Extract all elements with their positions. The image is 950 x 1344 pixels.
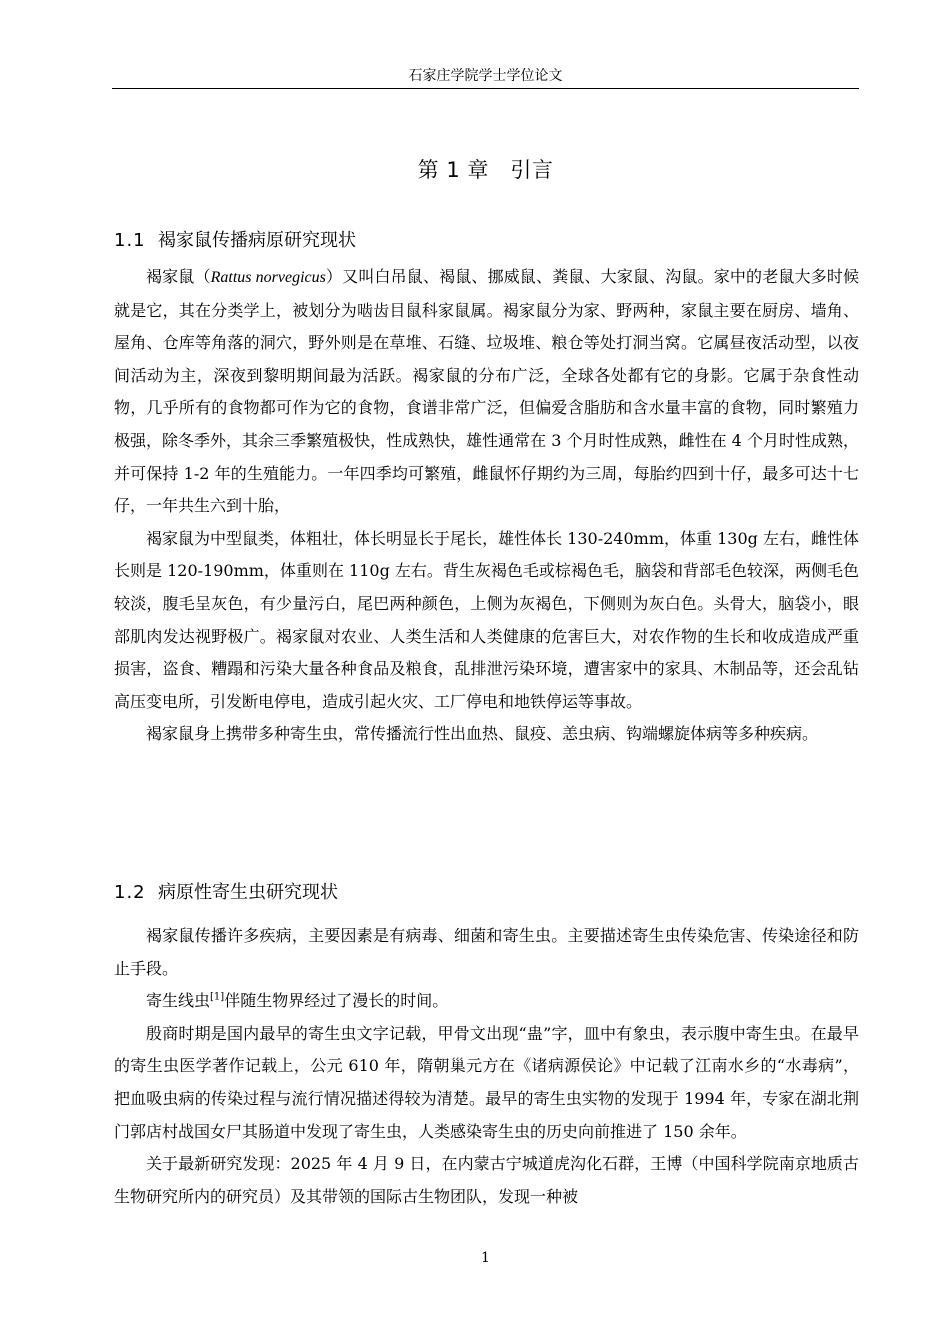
page-header: 石家庄学院学士学位论文 bbox=[408, 68, 563, 84]
section-1-1-body bbox=[114, 261, 859, 751]
section-1-2-body bbox=[114, 920, 859, 1213]
citation-ref: [1] bbox=[210, 991, 225, 1003]
section-heading-1-2 bbox=[114, 880, 338, 906]
section-number: 1.2 bbox=[114, 882, 146, 903]
paragraph: 关于最新研究发现：2025 年 4 月 9 日，在内蒙古宁城道虎沟化石群，王博（中国科学院南京地质古生物研究所内的研究员）及其带领的国际古生物团队，发现一种被 bbox=[114, 1154, 859, 1206]
paragraph: 褐家鼠传播许多疾病，主要因素是有病毒、细菌和寄生虫。主要描述寄生虫传染危害、传染途径和防止手段。 bbox=[114, 926, 859, 978]
paragraph: 殷商时期是国内最早的寄生虫文字记载，甲骨文出现“蛊”字，皿中有象虫，表示腹中寄生虫。在最早的寄生虫医学著作记载上，公元 610 年，隋朝巢元方在《诸病源侯论》中记载了江南水乡的“水毒病”，把血吸虫病的传染过程与流行情况描述得较为清楚。最早的寄生虫实物的发现于 1994 年，专家在湖北荆门郭店村战国女尸其肠道中发现了寄生虫，人类感染寄生虫的历史向前推进了 150 余年。 bbox=[114, 1023, 859, 1141]
paragraph: 褐家鼠（Rattus norvegicus）又叫白吊鼠、褐鼠、挪威鼠、粪鼠、大家鼠、沟鼠。家中的老鼠大多时候就是它，其在分类学上，被划分为啮齿目鼠科家鼠属。褐家鼠分为家、野两种，家鼠主要在厨房、墙角、屋角、仓库等角落的洞穴，野外则是在草堆、石缝、垃圾堆、粮仓等处打洞当窝。它属昼夜活动型，以夜间活动为主，深夜到黎明期间最为活跃。褐家鼠的分布广泛，全球各处都有它的身影。它属于杂食性动物，几乎所有的食物都可作为它的食物，食谱非常广泛，但偏爱含脂肪和含水量丰富的食物，同时繁殖力极强，除冬季外，其余三季繁殖极快，性成熟快，雄性通常在 3 个月时性成熟，雌性在 4 个月时性成熟，并可保持 1-2 年的生殖能力。一年四季均可繁殖，雌鼠怀仔期约为三周，每胎约四到十仔，最多可达十七仔，一年共生六到十胎， bbox=[114, 267, 859, 516]
chapter-title: 第 1 章 引言 bbox=[417, 158, 554, 182]
section-heading-1-1 bbox=[114, 228, 356, 254]
paragraph: 褐家鼠为中型鼠类，体粗壮，体长明显长于尾长，雄性体长 130-240mm，体重 130g 左右，雌性体长则是 120-190mm，体重则在 110g 左右。背生灰褐色毛或棕褐色毛，脑袋和背部毛色较深，两侧毛色较淡，腹毛呈灰色，有少量污白，尾巴两种颜色，上侧为灰褐色，下侧则为灰白色。头骨大，脑袋小，眼部肌肉发达视野极广。褐家鼠对农业、人类生活和人类健康的危害巨大，对农作物的生长和收成造成严重损害，盗食、糟蹋和污染大量各种食品及粮食，乱排泄污染环境，遭害家中的家具、木制品等，还会乱钻高压变电所，引发断电停电，造成引起火灾、工厂停电和地铁停运等事故。 bbox=[114, 528, 859, 711]
section-title: 病原性寄生虫研究现状 bbox=[158, 882, 338, 903]
section-number: 1.1 bbox=[114, 230, 146, 251]
paragraph: 寄生线虫[1]伴随生物界经过了漫长的时间。 bbox=[146, 991, 449, 1011]
paragraph: 褐家鼠身上携带多种寄生虫，常传播流行性出血热、鼠疫、恙虫病、钩端螺旋体病等多种疾病。 bbox=[146, 724, 819, 744]
page-number: 1 bbox=[481, 1250, 490, 1266]
latin-name: Rattus norvegicus bbox=[210, 269, 326, 286]
header-divider bbox=[112, 88, 859, 89]
section-title: 褐家鼠传播病原研究现状 bbox=[158, 230, 356, 251]
